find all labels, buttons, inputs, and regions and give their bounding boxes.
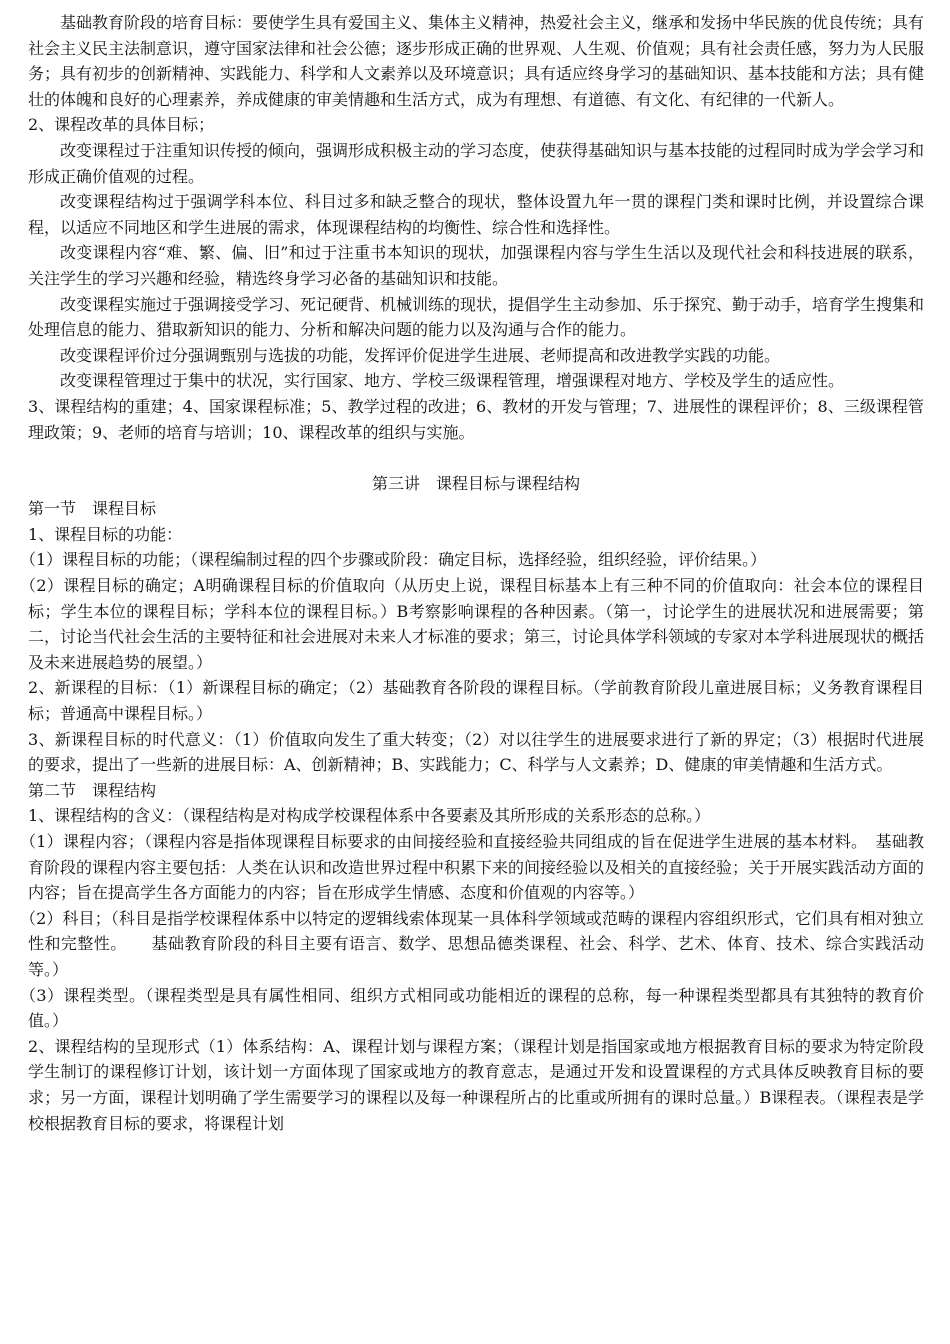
blank-line [28,445,924,471]
paragraph-reform-goal-knowledge: 改变课程过于注重知识传授的倾向，强调形成积极主动的学习态度，使获得基础知识与基本技能的过程同时成为学会学习和形成正确价值观的过程。 [28,140,925,186]
paragraph-education-goals: 基础教育阶段的培育目标：要使学生具有爱国主义、集体主义精神，热爱社会主义，继承和发扬中华民族的优良传统；具有社会主义民主法制意识，遵守国家法律和社会公德；逐步形成正确的世界观、人生观、价值观；具有社会责任感，努力为人民服务；具有初步的创新精神、实践能力、科学和人文素养以及环境意识；具有适应终身学习的基础知识、基本技能和方法；具有健壮的体魄和良好的心理素养，养成健康的审美情趣和生活方式，成为有理想、有道德、有文化、有纪律的一代新人。 [28,13,925,109]
heading-reform-specific-goals: 2、课程改革的具体目标； [28,115,215,135]
paragraph-structure-meaning: 1、课程结构的含义：（课程结构是对构成学校课程体系中各要素及其所形成的关系形态的总称。） [28,806,711,826]
paragraph-reform-goal-implementation: 改变课程实施过于强调接受学习、死记硬背、机械训练的现状，提倡学生主动参加、乐于探究、勤于动手，培育学生搜集和处理信息的能力、猎取新知识的能力、分析和解决问题的能力以及沟通与合作的能力。 [28,294,925,340]
paragraph-subjects: （2）科目；（科目是指学校课程体系中以特定的逻辑线索体现某一具体科学领域或范畴的课程内容组织形式，它们具有相对独立性和完整性。 基础教育阶段的科目主要有语言、数学、思想品德类课程、社会、科学、艺术、体育、技术、综合实践活动等。） [20,908,924,979]
section-heading-course-goals: 第一节 课程目标 [28,499,157,519]
section-heading-course-structure: 第二节 课程结构 [28,780,157,800]
paragraph-course-content: （1）课程内容；（课程内容是指体现课程目标要求的由间接经验和直接经验共同组成的旨在促进学生进展的基本材料。 基础教育阶段的课程内容主要包括：人类在认识和改造世界过程中积累下来的间接经验以及相关的直接经验；关于开展实践活动方面的内容；旨在提高学生各方面能力的内容；旨在形成学生情感、态度和价值观的内容等。） [20,832,925,903]
paragraph-reform-goal-structure: 改变课程结构过于强调学科本位、科目过多和缺乏整合的现状，整体设置九年一贯的课程门类和课时比例，并设置综合课程，以适应不同地区和学生进展的需求，体现课程结构的均衡性、综合性和选择性。 [28,192,924,237]
lecture-title: 第三讲 课程目标与课程结构 [371,473,580,493]
paragraph-goal-function: （1）课程目标的功能；（课程编制过程的四个步骤或阶段：确定目标，选择经验，组织经验，评价结果。） [20,550,767,570]
paragraph-course-types: （3）课程类型。（课程类型是具有属性相同、组织方式相同或功能相近的课程的总称，每一种课程类型都具有其独特的教育价值。） [20,985,924,1031]
paragraph-reform-goal-content: 改变课程内容“难、繁、偏、旧”和过于注重书本知识的现状，加强课程内容与学生生活以及现代社会和科技进展的联系，关注学生的学习兴趣和经验，精选终身学习必备的基础知识和技能。 [28,243,924,288]
paragraph-reform-goal-evaluation: 改变课程评价过分强调甄别与选拔的功能，发挥评价促进学生进展、老师提高和改进教学实践的功能。 [60,345,781,365]
paragraph-goal-determination: （2）课程目标的确定；A明确课程目标的价值取向（从历史上说，课程目标基本上有三种不同的价值取向：社会本位的课程目标；学生本位的课程目标；学科本位的课程目标。）B考察影响课程的各种因素。（第一，讨论学生的进展状况和进展需要；第二，讨论当代社会生活的主要特征和社会进展对未来人才标准的要求；第三，讨论具体学科领域的专家对本学科进展现状的概括及未来进展趋势的展望。） [20,576,925,672]
paragraph-goal-era-significance: 3、新课程目标的时代意义：（1）价值取向发生了重大转变；（2）对以往学生的进展要求进行了新的界定；（3）根据时代进展的要求，提出了一些新的进展目标：A、创新精神；B、实践能力；C、科学与人文素养；D、健康的审美情趣和生活方式。 [28,729,924,775]
paragraph-reform-items-list: 3、课程结构的重建；4、国家课程标准；5、教学过程的改进；6、教材的开发与管理；7、进展性的课程评价；8、三级课程管理政策；9、老师的培育与培训；10、课程改革的组织与实施。 [28,396,924,442]
paragraph-structure-forms: 2、课程结构的呈现形式（1）体系结构：A、课程计划与课程方案；（课程计划是指国家或地方根据教育目标的要求为特定阶段学生制订的课程修订计划，该计划一方面体现了国家或地方的教育意志，是通过开发和设置课程的方式具体反映教育目标的要求；另一方面，课程计划明确了学生需要学习的课程以及每一种课程所占的比重或所拥有的课时总量。）B课程表。（课程表是学校根据教育目标的要求，将课程计划 [28,1036,924,1133]
paragraph-reform-goal-management: 改变课程管理过于集中的状况，实行国家、地方、学校三级课程管理，增强课程对地方、学校及学生的适应性。 [60,371,845,391]
heading-goal-functions: 1、课程目标的功能： [28,524,183,544]
paragraph-new-course-goals: 2、新课程的目标：（1）新课程目标的确定；（2）基础教育各阶段的课程目标。（学前教育阶段儿童进展目标；义务教育课程目标；普通高中课程目标。） [28,678,924,724]
